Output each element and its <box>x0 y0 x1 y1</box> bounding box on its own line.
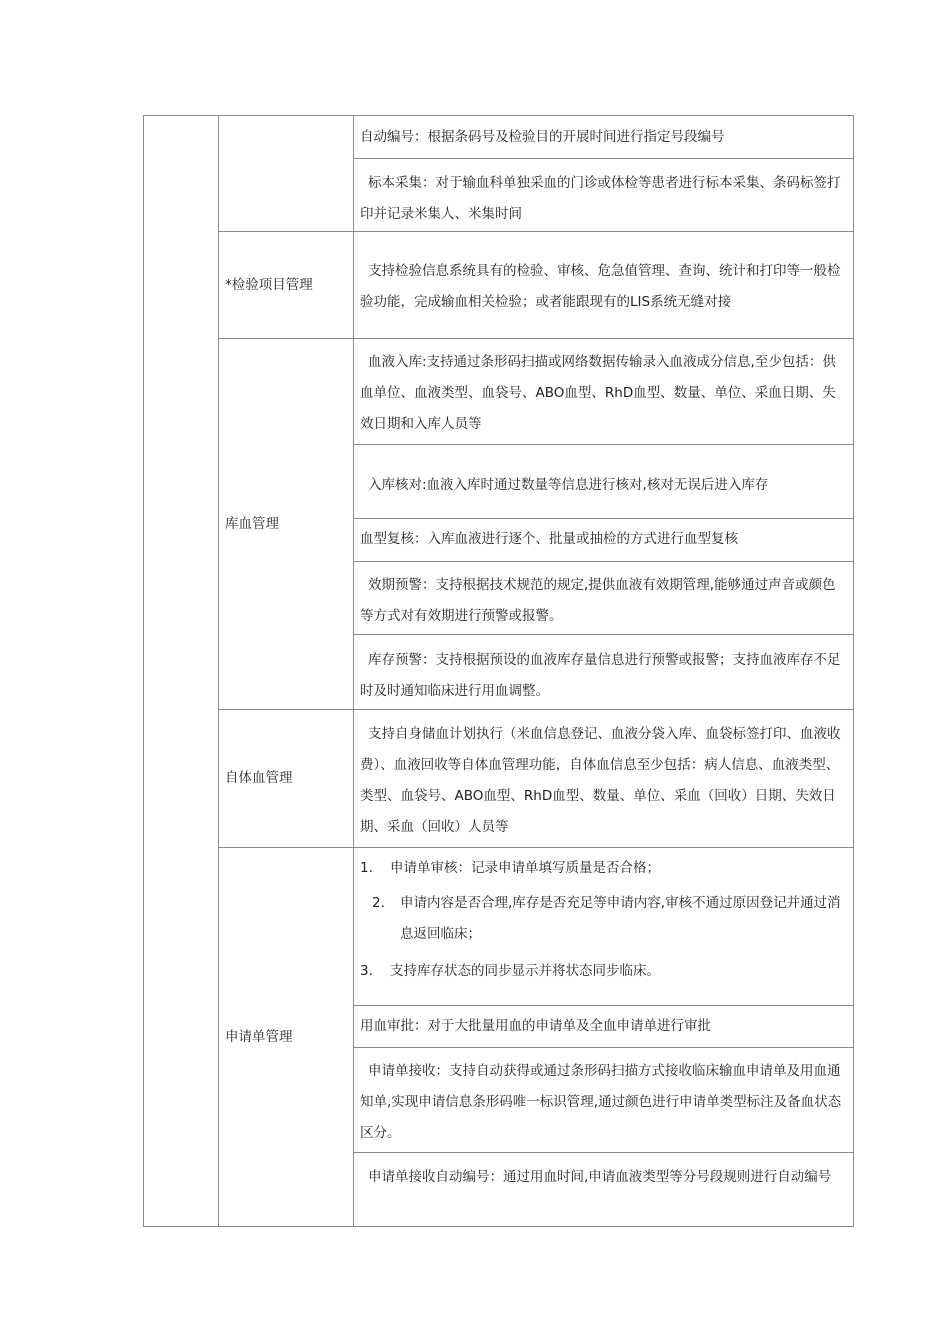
category-label: 库血管理 <box>225 515 279 532</box>
description-text: 入库核对:血液入库时通过数量等信息进行核对,核对无误后进入库存 <box>368 477 769 493</box>
description-cell <box>354 470 853 516</box>
list-text: 支持库存状态的同步显示并将状态同步临床。 <box>390 963 660 979</box>
description-cell <box>354 1056 853 1151</box>
list-number: 1. <box>360 860 373 876</box>
list-number: 3. <box>360 963 373 979</box>
description-text: 血液入库:支持通过条形码扫描或网络数据传输录入血液成分信息,至少包括：供血单位、血液类型、血袋号、ABO血型、RhD血型、数量、单位、采血日期、失效日期和入库人员等 <box>360 354 836 432</box>
category-label: 申请单管理 <box>225 1028 293 1045</box>
category-cell-lab-items <box>219 232 353 338</box>
description-cell <box>354 645 853 708</box>
description-text: 申请单接收：支持自动获得或通过条形码扫描方式接收临床输血申请单及用血通知单,实现申请信息条形码唯一标识管理,通过颜色进行申请单类型标注及备血状态区分。 <box>360 1063 842 1141</box>
description-cell <box>354 1011 853 1046</box>
list-item <box>360 888 847 950</box>
description-cell <box>354 570 853 633</box>
description-cell <box>354 1162 853 1225</box>
list-text: 申请内容是否合理,库存是否充足等申请内容,审核不通过原因登记并通过消息返回临床； <box>400 895 841 942</box>
description-text: 标本采集：对于输血科单独采血的门诊或体检等患者进行标本采集、条码标签打印并记录米集人、米集时间 <box>360 175 841 222</box>
category-label: 自体血管理 <box>225 770 293 786</box>
description-text: 血型复核：入库血液进行逐个、批量或抽检的方式进行血型复核 <box>360 531 738 547</box>
list-text: 申请单审核：记录申请单填写质量是否合格； <box>390 860 660 876</box>
description-text: 自动编号：根据条码号及检验目的开展时间进行指定号段编号 <box>360 129 725 145</box>
description-text: 用血审批：对于大批量用血的申请单及全血申请单进行审批 <box>360 1018 711 1034</box>
list-item <box>360 956 847 987</box>
description-text: 支持自身储血计划执行（米血信息登记、血液分袋入库、血袋标签打印、血液收费）、血液回收等自体血管理功能，自体血信息至少包括：病人信息、血液类型、类型、血袋号、ABO血型、RhD血型、数量、单位、采血（回收）日期、失效日期、采血（回收）人员等 <box>360 726 841 835</box>
description-cell <box>354 122 853 158</box>
description-text: 支持检验信息系统具有的检验、审核、危急值管理、查询、统计和打印等一般检验功能，完成输血相关检验；或者能跟现有的LIS系统无缝对接 <box>360 263 841 310</box>
description-cell <box>354 256 853 336</box>
description-cell <box>354 719 853 846</box>
list-number: 2. <box>372 895 385 911</box>
category-cell-continued <box>219 116 353 231</box>
category-cell-application <box>219 848 353 1226</box>
description-cell <box>354 347 853 444</box>
numbered-list-cell <box>354 853 853 1003</box>
description-cell <box>354 524 853 560</box>
category-cell-blood-bank <box>219 339 353 709</box>
description-text: 效期预警：支持根据技术规范的规定,提供血液有效期管理,能够通过声音或颜色等方式对有效期进行预警或报警。 <box>360 577 836 624</box>
category-label: *检验项目管理 <box>225 276 313 293</box>
list-item <box>360 853 847 884</box>
description-cell <box>354 168 853 231</box>
description-text: 申请单接收自动编号：通过用血时间,申请血液类型等分号段规则进行自动编号 <box>368 1169 832 1185</box>
category-cell-autologous-blood <box>219 710 353 847</box>
description-text: 库存预警：支持根据预设的血液库存量信息进行预警或报警；支持血液库存不足时及时通知临床进行用血调整。 <box>360 652 841 699</box>
